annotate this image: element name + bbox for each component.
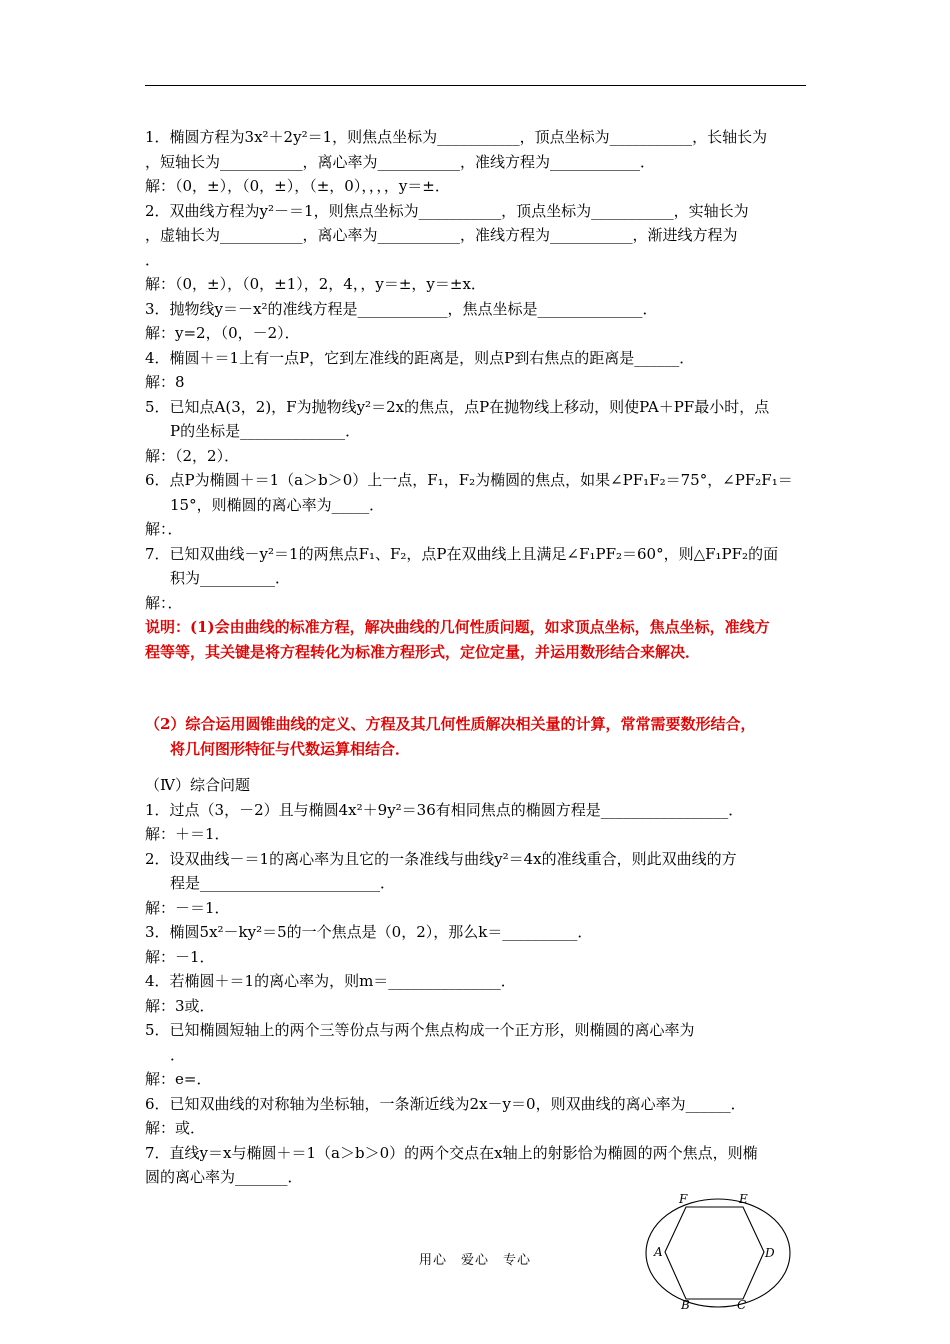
question-line: 6．已知双曲线的对称轴为坐标轴，一条渐近线为2x－y＝0，则双曲线的离心率为______． [145, 1094, 746, 1113]
hexagon-shape [665, 1207, 764, 1299]
section-title: （Ⅳ）综合问题 [145, 776, 250, 794]
note-line: 说明：(1)会由曲线的标准方程，解决曲线的几何性质问题，如求顶点坐标，焦点坐标，准线方 [145, 618, 770, 636]
vertex-label-d: D [765, 1246, 775, 1260]
question-line: 2．双曲线方程为y²－＝1，则焦点坐标为___________，顶点坐标为___________，实轴长为 [145, 201, 749, 220]
answer-line: 解：（0，±），（0，±1），2，4，，y＝±，y＝±x． [145, 275, 486, 293]
question-line: 1．椭圆方程为3x²＋2y²＝1，则焦点坐标为___________，顶点坐标为___________，长轴长为 [145, 128, 768, 146]
vertex-label-c: C [737, 1298, 747, 1310]
answer-line: 解：3或． [145, 996, 215, 1015]
question-line: ，短轴长为___________，离心率为___________，准线方程为____________． [145, 152, 656, 171]
question-line: 7．已知双曲线－y²＝1的两焦点F₁、F₂，点P在双曲线上且满足∠F₁PF₂＝60°，则△F₁PF₂的面 [145, 544, 779, 563]
question-line: 4．椭圆＋＝1上有一点P，它到左准线的距离是，则点P到右焦点的距离是______． [145, 348, 695, 367]
answer-line: 解：8 [145, 373, 185, 391]
question-line: 1．过点（3，－2）且与椭圆4x²＋9y²＝36有相同焦点的椭圆方程是_________________． [145, 800, 744, 819]
question-line: 3．椭圆5x²－ky²＝5的一个焦点是（0，2），那么k＝__________． [145, 923, 593, 941]
question-line: 6．点P为椭圆＋＝1（a＞b＞0）上一点，F₁，F₂为椭圆的焦点，如果∠PF₁F₂＝75°，∠PF₂F₁＝ [145, 471, 793, 489]
question-line: 5．已知椭圆短轴上的两个三等份点与两个焦点构成一个正方形，则椭圆的离心率为 [145, 1021, 695, 1039]
vertex-label-a: A [654, 1245, 663, 1259]
answer-line: 解：y=2，（0，－2）． [145, 324, 300, 342]
note-line: 将几何图形特征与代数运算相结合． [170, 739, 411, 758]
question-line: P的坐标是______________． [170, 422, 361, 440]
answer-line: 解：－1． [145, 947, 215, 966]
answer-line: 解：（0，±），（0，±），（±，0），，，，y＝±． [145, 177, 450, 195]
vertex-label-e: E [739, 1192, 748, 1206]
answer-line: 解：e=． [145, 1070, 212, 1088]
question-line: 圆的离心率为_______． [145, 1168, 303, 1186]
answer-line: 解：． [145, 593, 183, 612]
answer-line: 解：或． [145, 1119, 206, 1137]
question-line: 4．若椭圆＋＝1的离心率为，则m＝_______________． [145, 972, 516, 990]
vertex-label-f: F [679, 1192, 688, 1206]
question-line: 3．抛物线y＝－x²的准线方程是____________，焦点坐标是______________． [145, 299, 658, 318]
question-line: 5．已知点A(3，2)，F为抛物线y²＝2x的焦点，点P在抛物线上移动，则使PA＋PF最小时，点 [145, 397, 770, 416]
ellipse-hexagon-diagram [643, 1190, 793, 1310]
question-line: ． [170, 1045, 186, 1064]
answer-line: 解：－＝1． [145, 898, 230, 917]
note-line: （2）综合运用圆锥曲线的定义、方程及其几何性质解决相关量的计算，常常需要数形结合， [145, 715, 756, 733]
question-line: 2．设双曲线－＝1的离心率为且它的一条准线与曲线y²＝4x的准线重合，则此双曲线的方 [145, 849, 737, 868]
answer-line: 解：（2，2）． [145, 446, 240, 465]
spacer [145, 664, 807, 712]
question-line: ，虚轴长为___________，离心率为___________，准线方程为___________，渐进线方程为 [145, 226, 738, 244]
question-line: 15°，则椭圆的离心率为_____． [170, 495, 385, 514]
header-rule [145, 85, 806, 86]
note-line: 程等等，其关键是将方程转化为标准方程形式，定位定量，并运用数形结合来解决． [145, 642, 701, 661]
question-line: ． [145, 250, 161, 269]
question-line: 7．直线y＝x与椭圆＋＝1（a＞b＞0）的两个交点在x轴上的射影恰为椭圆的两个焦点，则椭 [145, 1143, 758, 1162]
question-line: 程是________________________． [170, 874, 396, 892]
page-footer: 用心 爱心 专心 [418, 1253, 531, 1268]
answer-line: 解：＋＝1． [145, 825, 230, 843]
vertex-label-b: B [681, 1298, 690, 1310]
answer-line: 解：． [145, 520, 183, 538]
document-body [145, 125, 807, 1190]
question-line: 积为__________． [170, 569, 291, 587]
